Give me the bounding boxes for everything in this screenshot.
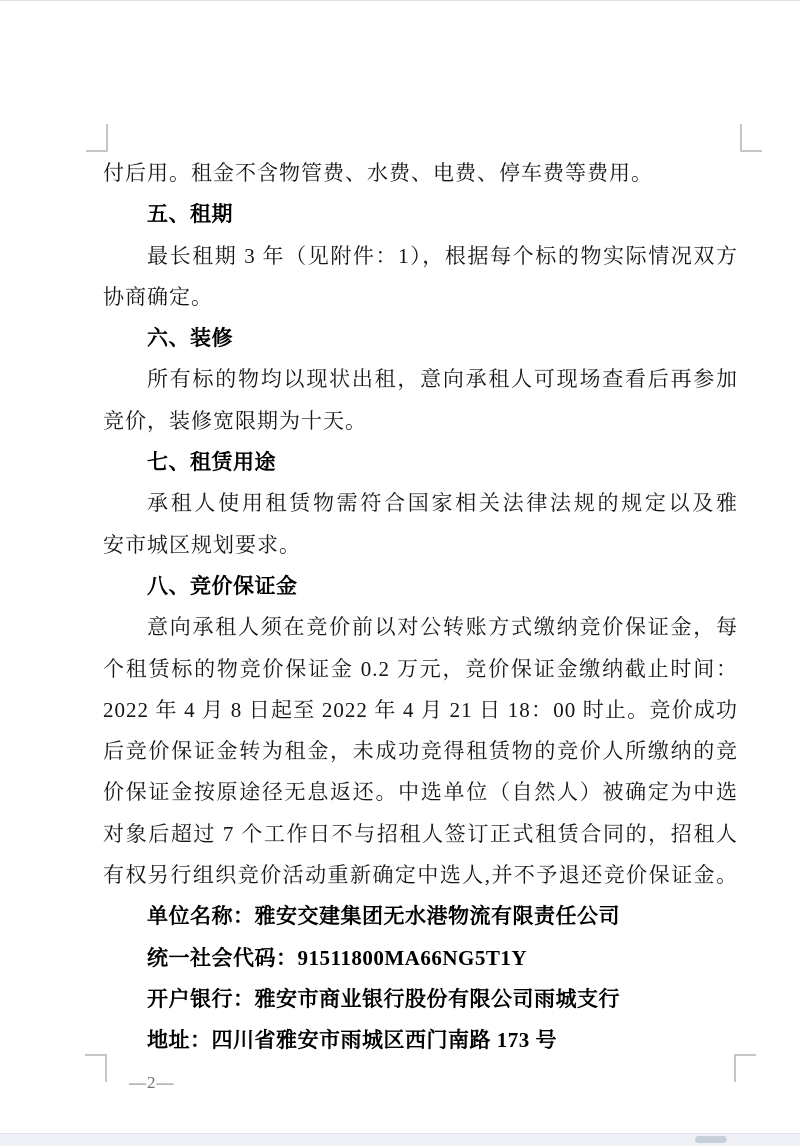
text-line: 六、装修 bbox=[147, 326, 233, 351]
horizontal-scrollbar-thumb[interactable] bbox=[695, 1136, 727, 1143]
text-boundary-mark-top-left bbox=[86, 124, 108, 152]
text-line: 安市城区规划要求。 bbox=[103, 532, 301, 557]
document-text-block bbox=[103, 153, 738, 1062]
document-page bbox=[0, 1, 800, 1133]
text-line: 七、租赁用途 bbox=[147, 450, 276, 475]
text-line: 付后用。租金不含物管费、水费、电费、停车费等费用。 bbox=[103, 161, 653, 185]
text-line: 对象后超过 7 个工作日不与招租人签订正式租赁合同的，招租人 bbox=[103, 821, 738, 846]
text-line: 单位名称：雅安交建集团无水港物流有限责任公司 bbox=[147, 904, 620, 929]
text-line: 五、租期 bbox=[147, 202, 233, 227]
text-line: 最长租期 3 年（见附件：1），根据每个标的物实际情况双方 bbox=[147, 243, 738, 268]
text-line: 地址：四川省雅安市雨城区西门南路 173 号 bbox=[147, 1028, 557, 1053]
text-line: 意向承租人须在竞价前以对公转账方式缴纳竞价保证金，每 bbox=[147, 615, 738, 640]
text-line: 承租人使用租赁物需符合国家相关法律法规的规定以及雅 bbox=[147, 491, 738, 516]
text-line: 八、竞价保证金 bbox=[147, 573, 298, 598]
page-number: —2— bbox=[129, 1073, 175, 1092]
text-line: 所有标的物均以现状出租，意向承租人可现场查看后再参加 bbox=[147, 367, 738, 392]
text-line: 有权另行组织竞价活动重新确定中选人,并不予退还竞价保证金。 bbox=[103, 863, 738, 888]
text-line: 后竞价保证金转为租金，未成功竞得租赁物的竞价人所缴纳的竞 bbox=[103, 739, 738, 764]
horizontal-scrollbar[interactable] bbox=[0, 1133, 800, 1146]
text-line: 开户银行：雅安市商业银行股份有限公司雨城支行 bbox=[147, 986, 620, 1011]
text-line: 协商确定。 bbox=[103, 284, 213, 309]
text-line: 统一社会代码：91511800MA66NG5T1Y bbox=[147, 945, 527, 970]
text-line: 价保证金按原途径无息返还。中选单位（自然人）被确定为中选 bbox=[103, 780, 738, 805]
text-line: 2022 年 4 月 8 日起至 2022 年 4 月 21 日 18：00 时止。竞价成功 bbox=[103, 697, 738, 722]
text-line: 个租赁标的物竞价保证金 0.2 万元，竞价保证金缴纳截止时间： bbox=[103, 656, 738, 681]
text-boundary-mark-top-right bbox=[740, 124, 762, 152]
text-line: 竞价，装修宽限期为十天。 bbox=[103, 408, 367, 433]
